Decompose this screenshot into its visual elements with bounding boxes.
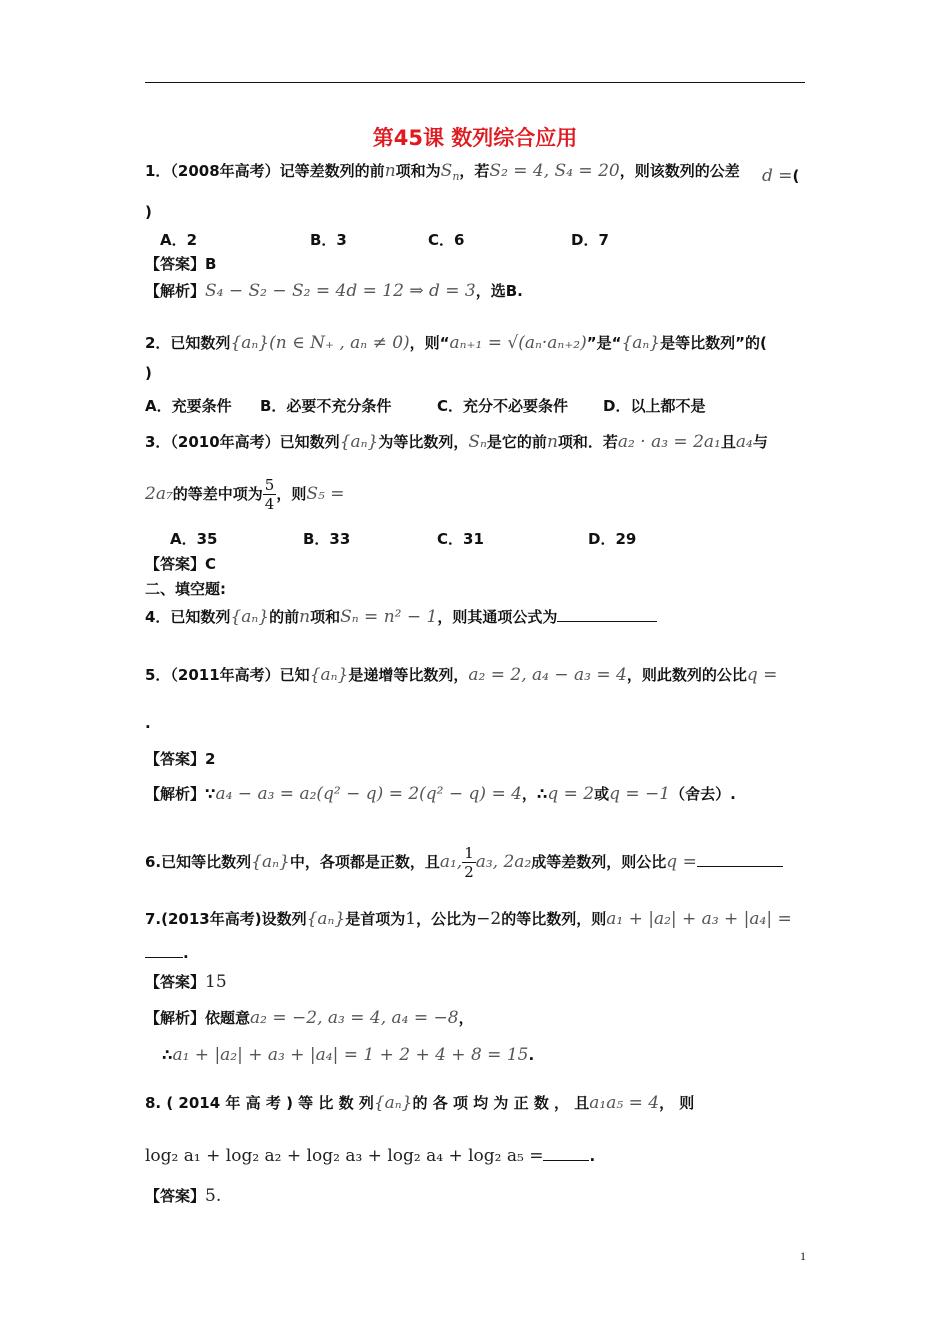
q7-tail: 的等比数列，则 <box>501 910 607 928</box>
q3-a4: a₄ <box>735 432 753 452</box>
q8-dot: . <box>589 1147 596 1165</box>
q3-fraction <box>263 476 277 513</box>
q2-choices <box>145 395 705 416</box>
q7-answer-blank <box>145 945 183 958</box>
q3-midterm: 的等差中项为 <box>172 485 263 503</box>
q5-tail: ，则此数列的公比 <box>626 666 747 684</box>
q4-n: n <box>299 607 311 627</box>
q8-expression-line <box>145 1146 595 1166</box>
q1-analysis-tail: ，选B. <box>475 282 523 300</box>
q1-paren-open: ( <box>792 167 800 185</box>
q7-analysis-line <box>145 1007 474 1028</box>
q7-line <box>145 908 792 929</box>
q6-a1: a₁, <box>439 852 463 872</box>
q1-sn: S <box>440 161 453 181</box>
q7-answer-line <box>145 971 227 992</box>
q6-rest: a₃, 2a₂ <box>475 852 532 872</box>
q7-analysis: a₂ = −2, a₃ = 4, a₄ = −8 <box>250 1008 459 1028</box>
q3-stem: 3．（2010年高考）已知数列 <box>145 433 340 451</box>
q8-line <box>145 1092 694 1113</box>
q1-choice-b: B．3 <box>310 231 347 249</box>
q8-answer-line <box>145 1185 221 1206</box>
q6-mid: 中，各项都是正数，且 <box>289 853 440 871</box>
q8-mid: 的 各 项 均 为 正 数 ， 且 <box>412 1094 590 1112</box>
q2-choice-b: B．必要不充分条件 <box>260 397 392 415</box>
q3-and: 且 <box>720 433 736 451</box>
q7-comma: ， <box>458 1009 474 1027</box>
q1-analysis-line <box>145 280 523 301</box>
q1-choices <box>160 229 609 250</box>
q3-mid2: 是它的前 <box>486 433 547 451</box>
q7-therefore: ∴ <box>162 1046 173 1064</box>
q3-answer: 【答案】C <box>145 555 217 573</box>
q8-seq: {aₙ} <box>373 1093 413 1113</box>
q2-seq: {aₙ}(n ∈ N₊ , aₙ ≠ 0) <box>230 333 410 353</box>
page-number: 1 <box>800 1249 806 1263</box>
q1-condition: S₂ = 4, S₄ = 20 <box>489 161 620 181</box>
q1-stem: 1．（2008年高考）记等差数列的前 <box>145 162 385 180</box>
q6-seq: {aₙ} <box>251 852 290 872</box>
q2-choice-c: C．充分不必要条件 <box>437 397 569 415</box>
q7-answer: 15 <box>205 972 227 992</box>
q5-answer: 【答案】2 <box>145 750 216 768</box>
q7-mid2: ，公比为 <box>416 910 477 928</box>
q6-frac-den: 2 <box>464 863 474 881</box>
q1-analysis: S₄ − S₂ − S₂ = 4d = 12 ⇒ d = 3 <box>205 281 476 301</box>
q3-2a7: 2a₇ <box>145 484 173 504</box>
q8-answer-label: 【答案】 <box>145 1187 206 1205</box>
q1-stem-line: 1．（2008年高考）记等差数列的前n项和为$S_n$，若S₂ = 4, S₄ = 20，则该数列的公差 <box>145 161 740 183</box>
q2-stem: 2．已知数列 <box>145 334 231 352</box>
q8-expression: log₂ a₁ + log₂ a₂ + log₂ a₃ + log₂ a₄ + log₂ a₅ = <box>145 1146 544 1166</box>
q2-mid2: ”是“ <box>586 334 622 352</box>
q4-mid2: 项和 <box>310 608 341 626</box>
q5-analysis-line <box>145 783 736 804</box>
q3-then: ，则 <box>276 485 307 503</box>
q7-analysis-label: 【解析】依题意 <box>145 1009 251 1027</box>
q5-dot: . <box>145 714 151 732</box>
q5-result-2: q = −1 <box>609 784 671 804</box>
q7-ratio: −2 <box>476 909 502 929</box>
q5-analysis: a₄ − a₃ = a₂(q² − q) = 2(q² − q) = 4 <box>215 784 522 804</box>
page-title: 第45课 数列综合应用 <box>372 126 578 150</box>
q3-choice-b: B．33 <box>303 530 351 548</box>
q2-condition: aₙ₊₁ = √(aₙ·aₙ₊₂) <box>449 333 587 353</box>
q6-frac-num: 1 <box>464 844 474 862</box>
q3-choice-d: D．29 <box>588 530 637 548</box>
q7-first-term: 1 <box>405 909 417 929</box>
q4-stem: 4．已知数列 <box>145 608 231 626</box>
q2-seq2: {aₙ} <box>621 333 661 353</box>
q6-stem: 6.已知等比数列 <box>145 853 252 871</box>
q1-choice-a: A．2 <box>160 231 198 249</box>
q3-condition: a₂ · a₃ = 2a₁ <box>617 432 721 452</box>
q5-or: 或 <box>594 785 610 803</box>
q1-if: ，若 <box>459 162 490 180</box>
q7-mid: 是首项为 <box>345 910 406 928</box>
q1-choice-c: C．6 <box>428 231 465 249</box>
q3-s5: S₅ = <box>306 484 345 504</box>
q8-condition: a₁a₅ = 4 <box>589 1093 660 1113</box>
q6-line <box>145 844 783 881</box>
q5-line <box>145 664 777 685</box>
q4-answer-blank <box>557 607 657 622</box>
q3-mid3: 项和．若 <box>557 433 618 451</box>
q2-paren-close: ) <box>145 364 152 382</box>
q3-choice-c: C．31 <box>437 530 484 548</box>
q7-stem: 7.(2013年高考)设数列 <box>145 910 307 928</box>
q1-n: n <box>384 161 396 181</box>
q1-d-expr <box>762 166 799 186</box>
q8-answer-blank <box>543 1152 589 1161</box>
q1-tail: ，则该数列的公差 <box>619 162 740 180</box>
q5-q: q = <box>746 665 778 685</box>
q3-sn: Sₙ <box>468 432 487 452</box>
q5-discard: （舍去）. <box>670 785 736 803</box>
q1-mid: 项和为 <box>395 162 441 180</box>
q7-result-line <box>162 1045 534 1065</box>
q3-seq: {aₙ} <box>339 432 379 452</box>
q1-answer: 【答案】B <box>145 255 217 273</box>
q3-stem-line <box>145 431 768 452</box>
q2-stem-line <box>145 332 767 353</box>
q7-answer-label: 【答案】 <box>145 973 206 991</box>
q2-tail: 是等比数列”的( <box>660 334 767 352</box>
q5-seq: {aₙ} <box>309 665 349 685</box>
q1-d: d = <box>762 166 793 186</box>
q5-analysis-label: 【解析】∵ <box>145 785 216 803</box>
q4-tail: ，则其通项公式为 <box>437 608 558 626</box>
q4-mid: 的前 <box>269 608 300 626</box>
q3-n: n <box>546 432 558 452</box>
q3-choice-a: A．35 <box>170 530 218 548</box>
q3-frac-den: 4 <box>264 495 275 513</box>
q1-choice-d: D．7 <box>571 231 609 249</box>
section-fill-heading: 二、填空题: <box>145 580 226 598</box>
q7-expression: a₁ + |a₂| + a₃ + |a₄| = <box>606 909 792 929</box>
q5-result-1: q = 2 <box>547 784 595 804</box>
q5-stem: 5．（2011年高考）已知 <box>145 666 310 684</box>
q1-paren-close: ) <box>145 203 152 221</box>
q3-line2 <box>145 476 344 513</box>
header-rule <box>145 82 805 83</box>
q5-mid: 是递增等比数列， <box>348 666 469 684</box>
q8-answer: 5. <box>205 1186 222 1206</box>
q3-frac-num: 5 <box>264 476 275 494</box>
q7-seq: {aₙ} <box>306 909 346 929</box>
q8-stem: 8. ( 2014 年 高 考 ) 等 比 数 列 <box>145 1094 374 1112</box>
q2-choice-a: A．充要条件 <box>145 397 232 415</box>
q7-result: a₁ + |a₂| + a₃ + |a₄| = 1 + 2 + 4 + 8 = 15 <box>172 1045 529 1065</box>
q1-analysis-label: 【解析】 <box>145 282 206 300</box>
q3-mid: 为等比数列， <box>378 433 469 451</box>
q4-line <box>145 606 657 627</box>
q2-mid: ，则“ <box>409 334 450 352</box>
q4-condition: Sₙ = n² − 1 <box>340 607 438 627</box>
q6-answer-blank <box>697 852 783 867</box>
q7-result-dot: . <box>528 1046 535 1064</box>
q8-tail: ， 则 <box>659 1094 695 1112</box>
q5-condition: a₂ = 2, a₄ − a₃ = 4 <box>468 665 627 685</box>
q5-therefore: ，∴ <box>521 785 548 803</box>
q4-seq: {aₙ} <box>230 607 270 627</box>
q6-tail: 成等差数列，则公比 <box>531 853 667 871</box>
q2-choice-d: D．以上都不是 <box>603 397 706 415</box>
q3-choices <box>170 528 636 549</box>
q7-dot: . <box>183 944 189 962</box>
q6-q: q = <box>666 852 697 872</box>
q7-blank-line <box>145 944 189 962</box>
q6-fraction <box>462 844 476 881</box>
q3-with: 与 <box>752 433 768 451</box>
